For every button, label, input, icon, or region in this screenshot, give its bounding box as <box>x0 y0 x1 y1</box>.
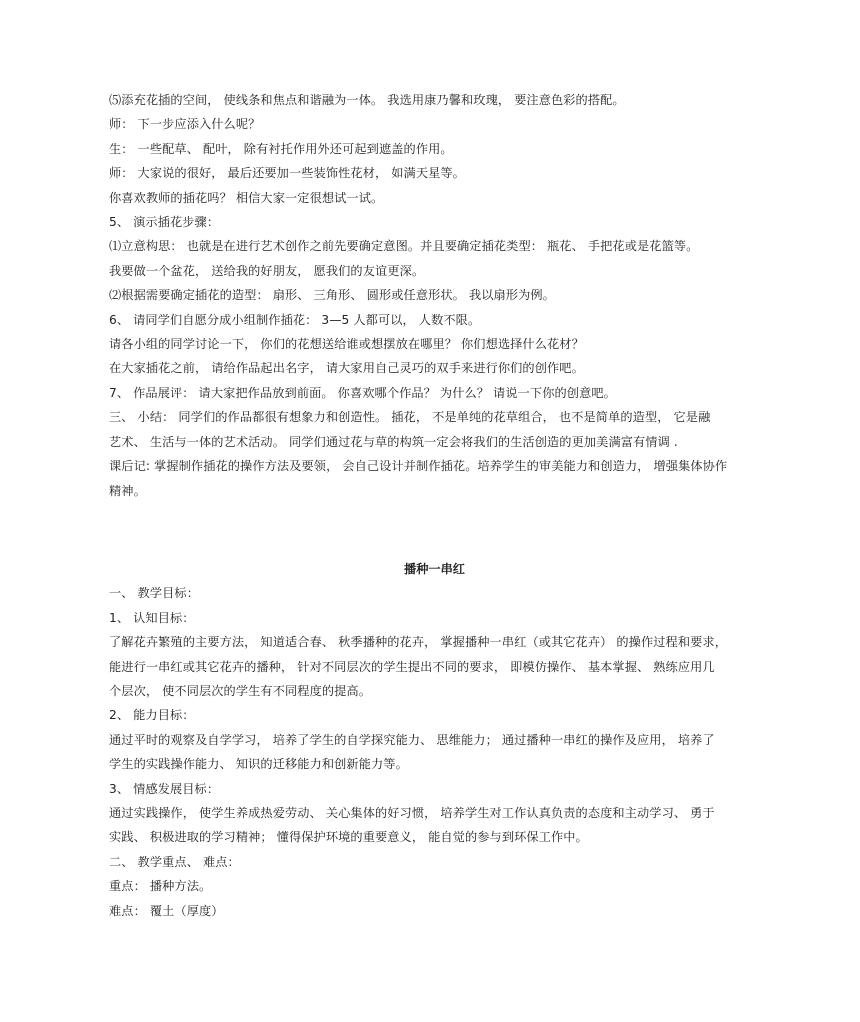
text-line: 请各小组的同学讨论一下， 你们的花想送给谁或想摆放在哪里？ 你们想选择什么花材？ <box>109 337 584 352</box>
section-spacer <box>109 503 760 557</box>
section-sowing <box>109 557 760 923</box>
text-line: 5、 演示插花步骤： <box>109 215 220 230</box>
text-line: 通过实践操作， 使学生养成热爱劳动、 关心集体的好习惯， 培养学生对工作认真负责的态度和主动学习、 勇于 <box>109 805 715 820</box>
text-line: 一、 教学目标： <box>109 586 199 601</box>
text-line: 二、 教学重点、 难点： <box>109 854 240 869</box>
section-title: 播种一串红 <box>404 561 465 576</box>
text-line: 课后记: 掌握制作插花的操作方法及要领， 会自己设计并制作插花。培养学生的审美能力和创造力， 增强集体协作 <box>109 459 728 474</box>
text-line: 了解花卉繁殖的主要方法， 知道适合春、 秋季播种的花卉， 掌握播种一串红（或其它花卉） 的操作过程和要求， <box>109 635 727 650</box>
text-line: 2、 能力目标： <box>109 708 195 723</box>
section-flower-arranging <box>109 88 760 503</box>
text-line: ⑸添充花插的空间， 使线条和焦点和谐融为一体。 我选用康乃馨和玫瑰， 要注意色彩的搭配。 <box>109 93 625 107</box>
text-line: 6、 请同学们自愿分成小组制作插花： 3—5 人都可以， 人数不限。 <box>109 312 481 327</box>
text-line: 在大家插花之前， 请给作品起出名字， 请大家用自己灵巧的双手来进行你们的创作吧。 <box>109 361 584 376</box>
text-line: ⑴立意构思： 也就是在进行艺术创作之前先要确定意图。并且要确定插花类型： 瓶花、 手把花或是花篮等。 <box>109 239 699 254</box>
text-line: 学生的实践操作能力、 知识的迁移能力和创新能力等。 <box>109 757 408 772</box>
text-line: 难点： 覆土（厚度） <box>109 903 224 918</box>
text-line: 生： 一些配草、 配叶， 除有衬托作用外还可起到遮盖的作用。 <box>109 141 453 156</box>
text-line: 三、 小结： 同学们的作品都很有想象力和创造性。 插花， 不是单纯的花草组合， 也不是简单的造型， 它是融 <box>109 410 711 425</box>
text-line: 艺术、 生活与一体的艺术活动。 同学们通过花与草的构筑一定会将我们的生活创造的更加美满富有情调 . <box>109 434 678 449</box>
text-line: 重点： 播种方法。 <box>109 879 212 894</box>
text-line: 师： 大家说的很好， 最后还要加一些装饰性花材， 如满天星等。 <box>109 166 465 181</box>
text-line: 7、 作品展评： 请大家把作品放到前面。 你喜欢哪个作品？ 为什么？ 请说一下你的创意吧。 <box>109 385 616 400</box>
text-line: 我要做一个盆花， 送给我的好朋友， 愿我们的友谊更深。 <box>109 263 425 278</box>
text-line: 通过平时的观察及自学学习， 培养了学生的自学探究能力、 思维能力； 通过播种一串红的操作及应用， 培养了 <box>109 732 715 747</box>
text-line: ⑵根据需要确定插花的造型： 扇形、 三角形、 圆形或任意形状。 我以扇形为例。 <box>109 288 555 303</box>
text-line: 能进行一串红或其它花卉的播种， 针对不同层次的学生提出不同的要求， 即模仿操作、 基本掌握、 熟练应用几 <box>109 659 715 674</box>
text-line: 精神。 <box>109 483 146 498</box>
text-line: 1、 认知目标： <box>109 610 195 625</box>
text-line: 师： 下一步应添入什么呢？ <box>109 117 261 132</box>
text-line: 个层次， 使不同层次的学生有不同程度的提高。 <box>109 683 372 698</box>
text-line: 3、 情感发展目标： <box>109 781 220 796</box>
text-line: 实践、 积极进取的学习精神； 懂得保护环境的重要意义， 能自觉的参与到环保工作中。 <box>109 830 588 845</box>
text-line: 你喜欢教师的插花吗？ 相信大家一定很想试一试。 <box>109 190 384 205</box>
